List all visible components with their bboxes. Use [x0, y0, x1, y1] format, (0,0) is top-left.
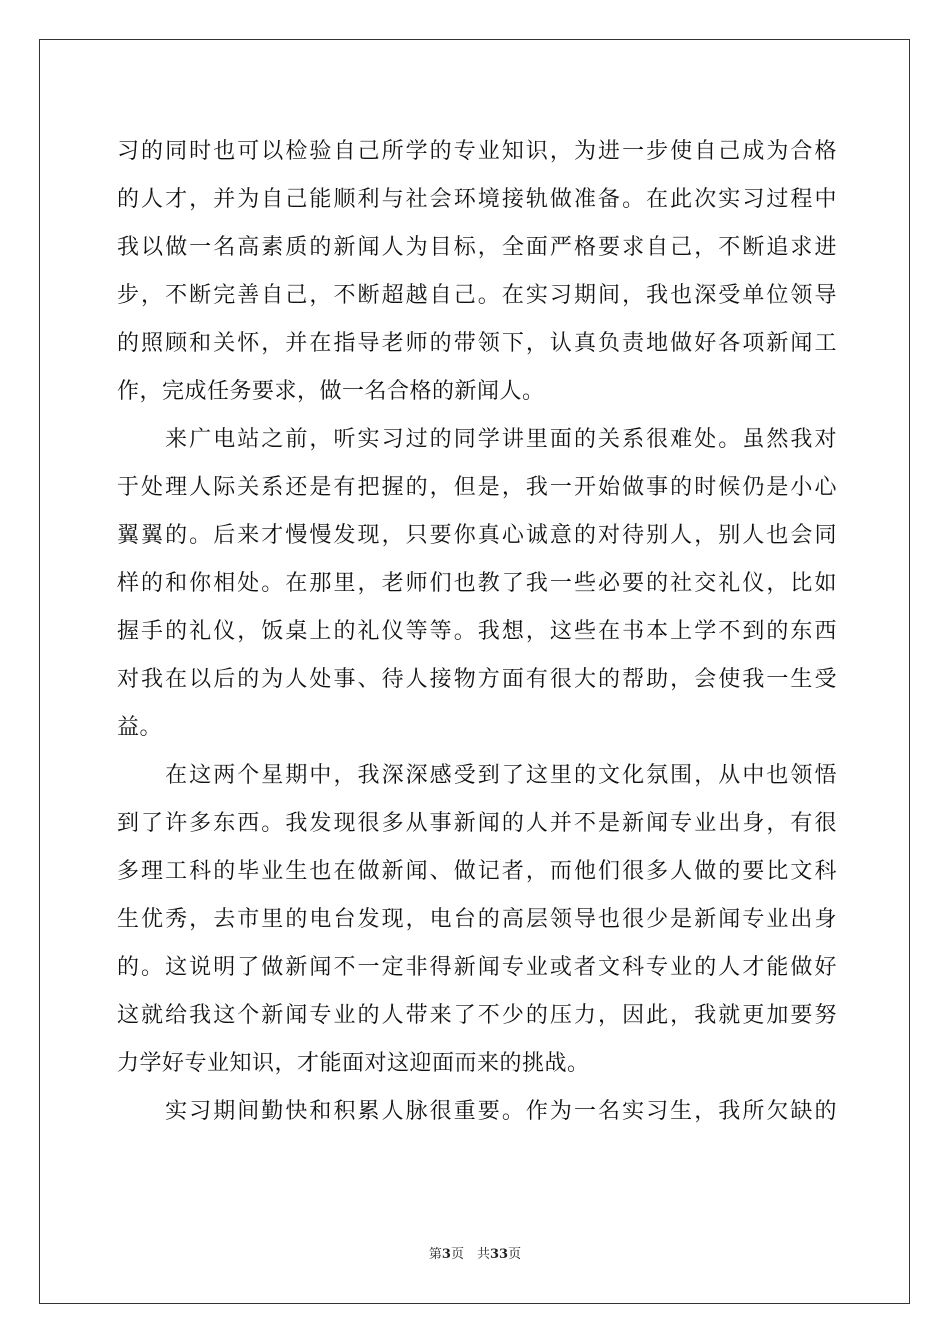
- text-line: 步，不断完善自己，不断超越自己。在实习期间，我也深受单位领导: [117, 283, 837, 308]
- text-line: 力学好专业知识，才能面对这迎面而来的挑战。: [117, 1051, 590, 1076]
- text-line: 来广电站之前，听实习过的同学讲里面的关系很难处。虽然我对: [117, 427, 837, 452]
- text-line: 翼翼的。后来才慢慢发现，只要你真心诚意的对待别人，别人也会同: [117, 523, 837, 548]
- page-footer: [0, 1243, 950, 1262]
- text-line: 生优秀，去市里的电台发现，电台的高层领导也很少是新闻专业出身: [117, 907, 837, 932]
- text-line: 的照顾和关怀，并在指导老师的带领下，认真负责地做好各项新闻工: [117, 331, 837, 356]
- text-line: 的人才，并为自己能顺利与社会环境接轨做准备。在此次实习过程中: [117, 187, 837, 212]
- text-line: 多理工科的毕业生也在做新闻、做记者，而他们很多人做的要比文科: [117, 859, 837, 884]
- text-line: 习的同时也可以检验自己所学的专业知识，为进一步使自己成为合格: [117, 139, 837, 164]
- current-page-number: 3: [441, 1247, 451, 1262]
- text-line: 益。: [117, 715, 163, 740]
- total-page-count: 33: [489, 1247, 509, 1262]
- footer-prefix: 第: [428, 1247, 442, 1262]
- text-line: 到了许多东西。我发现很多从事新闻的人并不是新闻专业出身，有很: [117, 811, 837, 836]
- text-line: 样的和你相处。在那里，老师们也教了我一些必要的社交礼仪，比如: [117, 571, 837, 596]
- footer-page-suffix: 页 共: [450, 1247, 490, 1262]
- text-line: 实习期间勤快和积累人脉很重要。作为一名实习生，我所欠缺的: [117, 1099, 837, 1124]
- text-line: 对我在以后的为人处事、待人接物方面有很大的帮助，会使我一生受: [117, 667, 837, 692]
- document-body: [117, 128, 837, 1136]
- footer-total-suffix: 页: [508, 1247, 522, 1262]
- text-line: 这就给我这个新闻专业的人带来了不少的压力，因此，我就更加要努: [117, 1003, 837, 1028]
- text-line: 握手的礼仪，饭桌上的礼仪等等。我想，这些在书本上学不到的东西: [117, 619, 837, 644]
- text-line: 我以做一名高素质的新闻人为目标，全面严格要求自己，不断追求进: [117, 235, 837, 260]
- text-line: 的。这说明了做新闻不一定非得新闻专业或者文科专业的人才能做好: [117, 955, 837, 980]
- text-line: 于处理人际关系还是有把握的，但是，我一开始做事的时候仍是小心: [117, 475, 837, 500]
- text-line: 在这两个星期中，我深深感受到了这里的文化氛围，从中也领悟: [117, 763, 837, 788]
- text-line: 作，完成任务要求，做一名合格的新闻人。: [117, 379, 545, 404]
